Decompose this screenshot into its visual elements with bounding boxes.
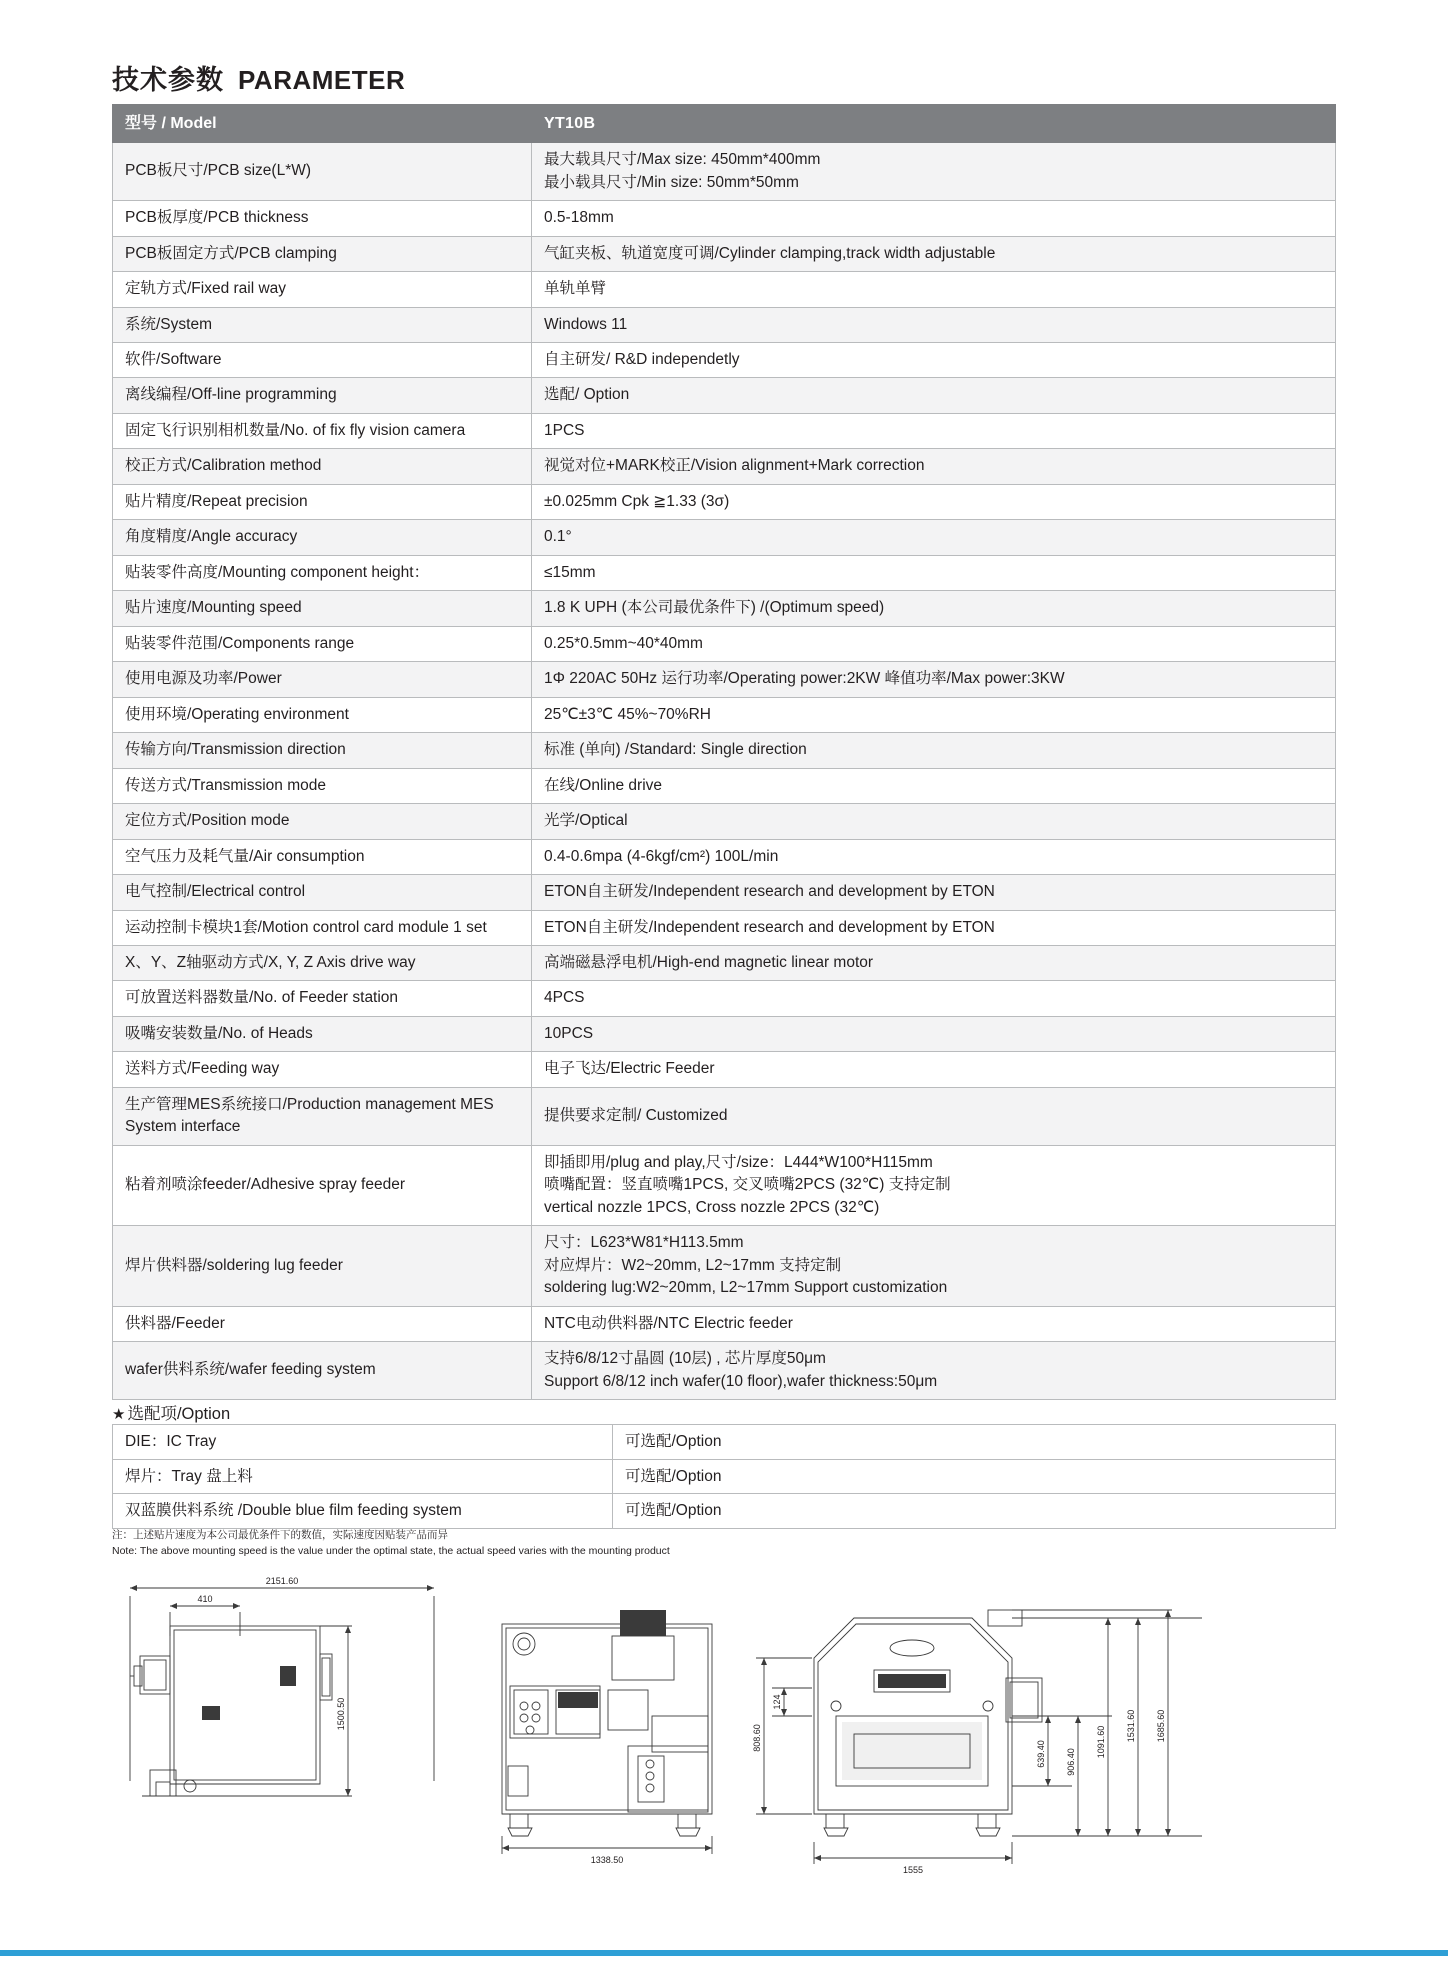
row-value: 1Φ 220AC 50Hz 运行功率/Operating power:2KW 峰值功率/Max power:3KW — [532, 662, 1336, 697]
row-value: 自主研发/ R&D independetly — [532, 343, 1336, 378]
row-value: Windows 11 — [532, 307, 1336, 342]
drawing-side-view — [502, 1610, 712, 1854]
row-label: 生产管理MES系统接口/Production management MES System interface — [113, 1087, 532, 1145]
row-label: 空气压力及耗气量/Air consumption — [113, 839, 532, 874]
page-title-en: PARAMETER — [238, 65, 406, 95]
table-row — [113, 520, 1336, 555]
table-row — [113, 236, 1336, 271]
table-header-model: YT10B — [532, 105, 1336, 143]
dim-rear-b: 808.60 — [752, 1724, 762, 1752]
row-value: 0.5-18mm — [532, 201, 1336, 236]
row-value: 0.1° — [532, 520, 1336, 555]
row-label: 贴片速度/Mounting speed — [113, 591, 532, 626]
spec-table-container — [112, 104, 1336, 1400]
table-row — [113, 1226, 1336, 1306]
table-row — [113, 662, 1336, 697]
dim-rear-g: 1685.60 — [1156, 1709, 1166, 1743]
row-label: wafer供料系统/wafer feeding system — [113, 1342, 532, 1400]
footnote-cn: 注：上述贴片速度为本公司最优条件下的数值，实际速度因贴装产品而异 — [112, 1529, 448, 1541]
table-row — [113, 378, 1336, 413]
option-label: 双蓝膜供料系统 /Double blue film feeding system — [113, 1494, 613, 1529]
row-label: 吸嘴安装数量/No. of Heads — [113, 1016, 532, 1051]
row-label: 供料器/Feeder — [113, 1306, 532, 1341]
table-row — [113, 733, 1336, 768]
table-row — [113, 343, 1336, 378]
row-value: 4PCS — [532, 981, 1336, 1016]
row-value-line: vertical nozzle 1PCS, Cross nozzle 2PCS (32℃) — [544, 1198, 880, 1216]
row-label: 运动控制卡模块1套/Motion control card module 1 set — [113, 910, 532, 945]
table-row — [113, 1087, 1336, 1145]
row-value: NTC电动供料器/NTC Electric feeder — [532, 1306, 1336, 1341]
row-label: 电气控制/Electrical control — [113, 875, 532, 910]
table-row — [113, 839, 1336, 874]
row-value: ETON自主研发/Independent research and development by ETON — [532, 910, 1336, 945]
dim-front-right: 1500.50 — [336, 1697, 346, 1731]
option-value: 可选配/Option — [613, 1494, 1336, 1529]
dim-rear-e: 1091.60 — [1096, 1725, 1106, 1759]
table-row — [113, 413, 1336, 448]
row-label: 软件/Software — [113, 343, 532, 378]
row-value: 在线/Online drive — [532, 768, 1336, 803]
row-label: 使用电源及功率/Power — [113, 662, 532, 697]
option-label: 焊片：Tray 盘上料 — [113, 1459, 613, 1494]
table-row — [113, 201, 1336, 236]
row-label: 贴装零件高度/Mounting component height： — [113, 555, 532, 590]
row-value-line: 喷嘴配置：竖直喷嘴1PCS, 交叉喷嘴2PCS (32℃) 支持定制 — [544, 1176, 951, 1194]
row-value: 0.4-0.6mpa (4-6kgf/cm²) 100L/min — [532, 839, 1336, 874]
row-label: 贴装零件范围/Components range — [113, 626, 532, 661]
table-row — [113, 1306, 1336, 1341]
table-header-label: 型号 / Model — [113, 105, 532, 143]
footnote — [112, 1528, 670, 1560]
table-row — [113, 1145, 1336, 1225]
table-row — [113, 1342, 1336, 1400]
dim-rear-c: 639.40 — [1036, 1740, 1046, 1768]
dim-front-top: 2151.60 — [265, 1576, 299, 1586]
table-row — [113, 1016, 1336, 1051]
row-value: 1.8 K UPH (本公司最优条件下) /(Optimum speed) — [532, 591, 1336, 626]
row-value: 1PCS — [532, 413, 1336, 448]
table-row — [113, 945, 1336, 980]
option-section-title-text: 选配项/Option — [127, 1405, 231, 1423]
row-value: ETON自主研发/Independent research and development by ETON — [532, 875, 1336, 910]
table-row — [113, 910, 1336, 945]
row-value — [532, 1145, 1336, 1225]
row-value: 标准 (单向) /Standard: Single direction — [532, 733, 1336, 768]
table-row — [113, 307, 1336, 342]
row-value: 光学/Optical — [532, 804, 1336, 839]
row-label: X、Y、Z轴驱动方式/X, Y, Z Axis drive way — [113, 945, 532, 980]
table-row — [113, 272, 1336, 307]
row-value-line: 对应焊片：W2~20mm, L2~17mm 支持定制 — [544, 1256, 842, 1274]
row-label: 角度精度/Angle accuracy — [113, 520, 532, 555]
row-label: 校正方式/Calibration method — [113, 449, 532, 484]
row-label: PCB板固定方式/PCB clamping — [113, 236, 532, 271]
row-label: 送料方式/Feeding way — [113, 1052, 532, 1087]
row-label: 可放置送料器数量/No. of Feeder station — [113, 981, 532, 1016]
row-label: 固定飞行识别相机数量/No. of fix fly vision camera — [113, 413, 532, 448]
row-label: 离线编程/Off-line programming — [113, 378, 532, 413]
row-label: 定位方式/Position mode — [113, 804, 532, 839]
drawings-svg — [112, 1566, 1336, 1876]
row-value: 视觉对位+MARK校正/Vision alignment+Mark correction — [532, 449, 1336, 484]
dim-rear-a: 124 — [772, 1694, 782, 1710]
row-value-line: 最小载具尺寸/Min size: 50mm*50mm — [544, 173, 799, 191]
row-value: 选配/ Option — [532, 378, 1336, 413]
table-row — [113, 1494, 1336, 1529]
bottom-accent-bar — [0, 1950, 1448, 1956]
option-value: 可选配/Option — [613, 1425, 1336, 1460]
row-value-line: 最大载具尺寸/Max size: 450mm*400mm — [544, 151, 821, 169]
row-label: 定轨方式/Fixed rail way — [113, 272, 532, 307]
row-value: 25℃±3℃ 45%~70%RH — [532, 697, 1336, 732]
row-value-line: Support 6/8/12 inch wafer(10 floor),wafer thickness:50μm — [544, 1372, 938, 1390]
row-value: 单轨单臂 — [532, 272, 1336, 307]
table-row — [113, 1425, 1336, 1460]
table-row — [113, 449, 1336, 484]
table-row — [113, 875, 1336, 910]
row-value — [532, 1342, 1336, 1400]
table-row — [113, 626, 1336, 661]
row-value: ±0.025mm Cpk ≧1.33 (3σ) — [532, 484, 1336, 519]
option-table — [112, 1424, 1336, 1529]
row-value — [532, 143, 1336, 201]
option-section-title — [112, 1400, 230, 1424]
table-row — [113, 143, 1336, 201]
table-row — [113, 697, 1336, 732]
footnote-en: Note: The above mounting speed is the value under the optimal state, the actual speed varies with the mounting product — [112, 1544, 670, 1557]
dim-rear-bottom: 1555 — [902, 1865, 924, 1875]
dim-front-top2: 410 — [197, 1594, 213, 1604]
row-label: 粘着剂喷涂feeder/Adhesive spray feeder — [113, 1145, 532, 1225]
option-label: DIE：IC Tray — [113, 1425, 613, 1460]
drawing-front-view — [130, 1585, 434, 1796]
row-label: 传输方向/Transmission direction — [113, 733, 532, 768]
row-label: PCB板厚度/PCB thickness — [113, 201, 532, 236]
row-value: 电子飞达/Electric Feeder — [532, 1052, 1336, 1087]
row-value: ≤15mm — [532, 555, 1336, 590]
dim-side-bottom: 1338.50 — [590, 1855, 624, 1865]
row-value: 10PCS — [532, 1016, 1336, 1051]
technical-drawings — [112, 1566, 1336, 1876]
row-value-line: soldering lug:W2~20mm, L2~17mm Support customization — [544, 1279, 948, 1297]
table-row — [113, 981, 1336, 1016]
page-title — [112, 58, 405, 97]
page-title-cn: 技术参数 — [112, 65, 224, 95]
star-icon: ★ — [112, 1406, 126, 1423]
table-row — [113, 591, 1336, 626]
table-row — [113, 804, 1336, 839]
table-row — [113, 1459, 1336, 1494]
row-value-line: 支持6/8/12寸晶圆 (10层) , 芯片厚度50μm — [544, 1350, 826, 1368]
row-value: 高端磁悬浮电机/High-end magnetic linear motor — [532, 945, 1336, 980]
spec-table — [112, 104, 1336, 1400]
row-value: 提供要求定制/ Customized — [532, 1087, 1336, 1145]
table-row — [113, 1052, 1336, 1087]
option-table-container — [112, 1424, 1336, 1529]
row-label: 传送方式/Transmission mode — [113, 768, 532, 803]
dim-rear-d: 906.40 — [1066, 1748, 1076, 1776]
table-row — [113, 484, 1336, 519]
row-label: 贴片精度/Repeat precision — [113, 484, 532, 519]
row-label: 系统/System — [113, 307, 532, 342]
row-value: 气缸夹板、轨道宽度可调/Cylinder clamping,track width adjustable — [532, 236, 1336, 271]
table-row — [113, 768, 1336, 803]
row-label: PCB板尺寸/PCB size(L*W) — [113, 143, 532, 201]
table-row — [113, 555, 1336, 590]
row-value — [532, 1226, 1336, 1306]
option-value: 可选配/Option — [613, 1459, 1336, 1494]
row-value-line: 即插即用/plug and play,尺寸/size：L444*W100*H115mm — [544, 1153, 933, 1171]
dim-rear-f: 1531.60 — [1126, 1709, 1136, 1743]
row-value: 0.25*0.5mm~40*40mm — [532, 626, 1336, 661]
row-label: 焊片供料器/soldering lug feeder — [113, 1226, 532, 1306]
table-header-row — [113, 105, 1336, 143]
row-value-line: 尺寸：L623*W81*H113.5mm — [544, 1234, 744, 1252]
row-label: 使用环境/Operating environment — [113, 697, 532, 732]
